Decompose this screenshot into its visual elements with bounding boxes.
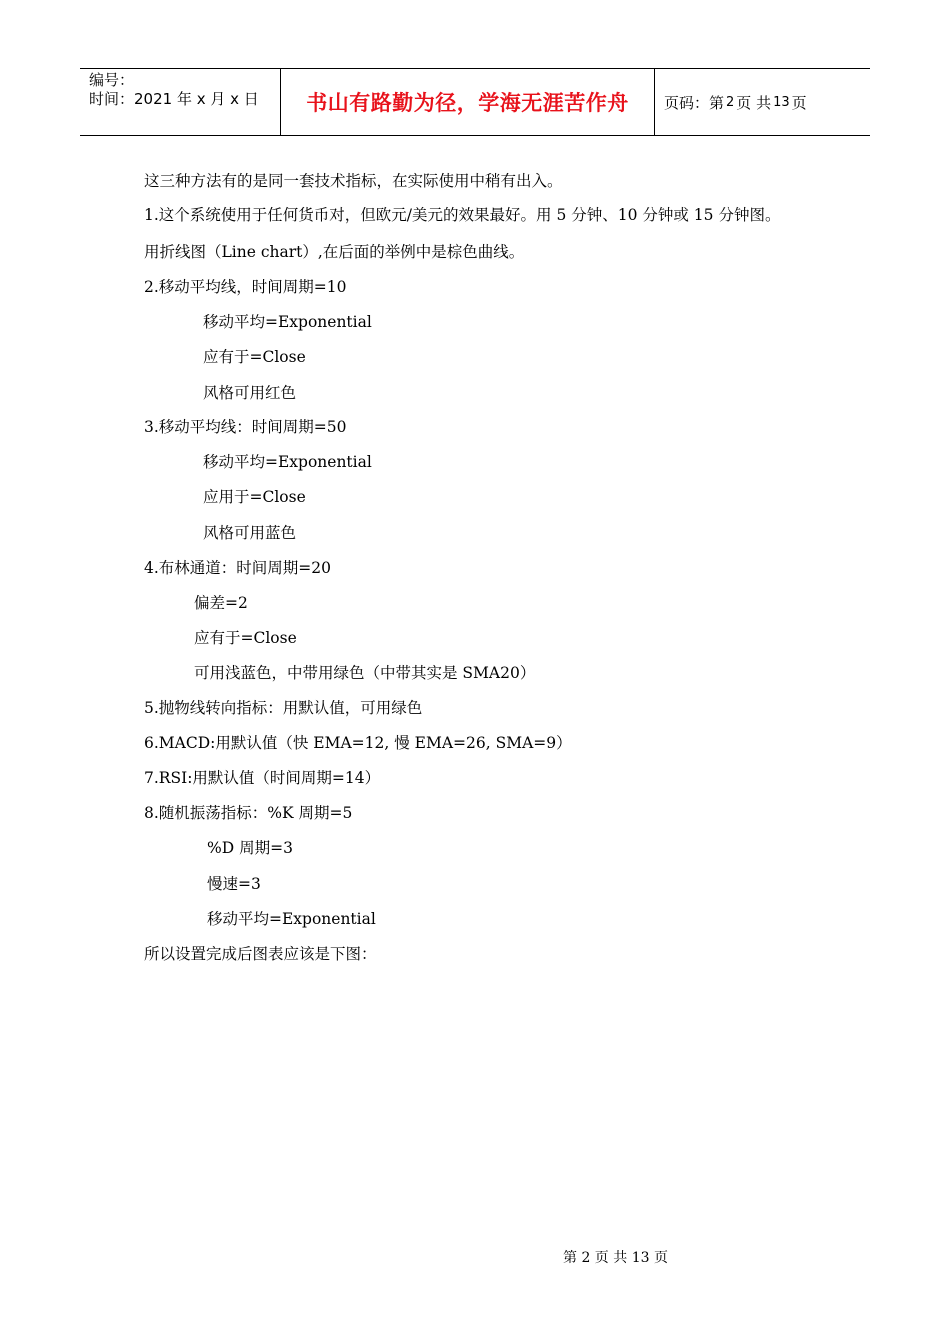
paragraph: 5.抛物线转向指标：用默认值，可用绿色 <box>144 699 423 717</box>
header-motto: 书山有路勤为径，学海无涯苦作舟 <box>281 69 655 135</box>
paragraph: 可用浅蓝色，中带用绿色（中带其实是 SMA20） <box>194 664 536 682</box>
paragraph: %D 周期=3 <box>207 839 293 857</box>
paragraph: 移动平均=Exponential <box>207 910 376 928</box>
header-meta <box>80 69 281 135</box>
paragraph: 这三种方法有的是同一套技术指标，在实际使用中稍有出入。 <box>144 172 563 190</box>
page-end: 页 <box>791 93 807 112</box>
paragraph: 偏差=2 <box>194 594 248 612</box>
paragraph: 1.这个系统使用于任何货币对，但欧元/美元的效果最好。用 5 分钟、10 分钟或 15 分钟图。 <box>144 206 781 224</box>
paragraph: 慢速=3 <box>207 875 261 893</box>
paragraph: 应有于=Close <box>203 348 306 366</box>
paragraph: 所以设置完成后图表应该是下图： <box>144 945 377 963</box>
paragraph: 2.移动平均线，时间周期=10 <box>144 278 347 296</box>
paragraph: 用折线图（Line chart）,在后面的举例中是棕色曲线。 <box>144 243 525 261</box>
page-header <box>80 68 870 136</box>
time-label: 时间：2021 年 x 月 x 日 <box>89 90 259 108</box>
page-label: 页码：第 <box>664 93 725 112</box>
page-total: 13 <box>773 94 790 110</box>
number-label: 编号： <box>89 71 135 89</box>
paragraph: 4.布林通道：时间周期=20 <box>144 559 331 577</box>
page-footer: 第 2 页 共 13 页 <box>563 1250 668 1266</box>
paragraph: 移动平均=Exponential <box>203 313 372 331</box>
paragraph: 移动平均=Exponential <box>203 453 372 471</box>
paragraph: 3.移动平均线：时间周期=50 <box>144 418 347 436</box>
paragraph: 8.随机振荡指标：%K 周期=5 <box>144 804 353 822</box>
paragraph: 6.MACD:用默认值（快 EMA=12, 慢 EMA=26, SMA=9） <box>144 734 572 752</box>
page-word: 页 共 <box>736 93 772 112</box>
paragraph: 应有于=Close <box>194 629 297 647</box>
page-current: 2 <box>726 94 735 110</box>
paragraph: 7.RSI:用默认值（时间周期=14） <box>144 769 381 787</box>
paragraph: 应用于=Close <box>203 488 306 506</box>
paragraph: 风格可用红色 <box>203 384 297 402</box>
header-page-info <box>655 69 870 135</box>
paragraph: 风格可用蓝色 <box>203 524 297 542</box>
